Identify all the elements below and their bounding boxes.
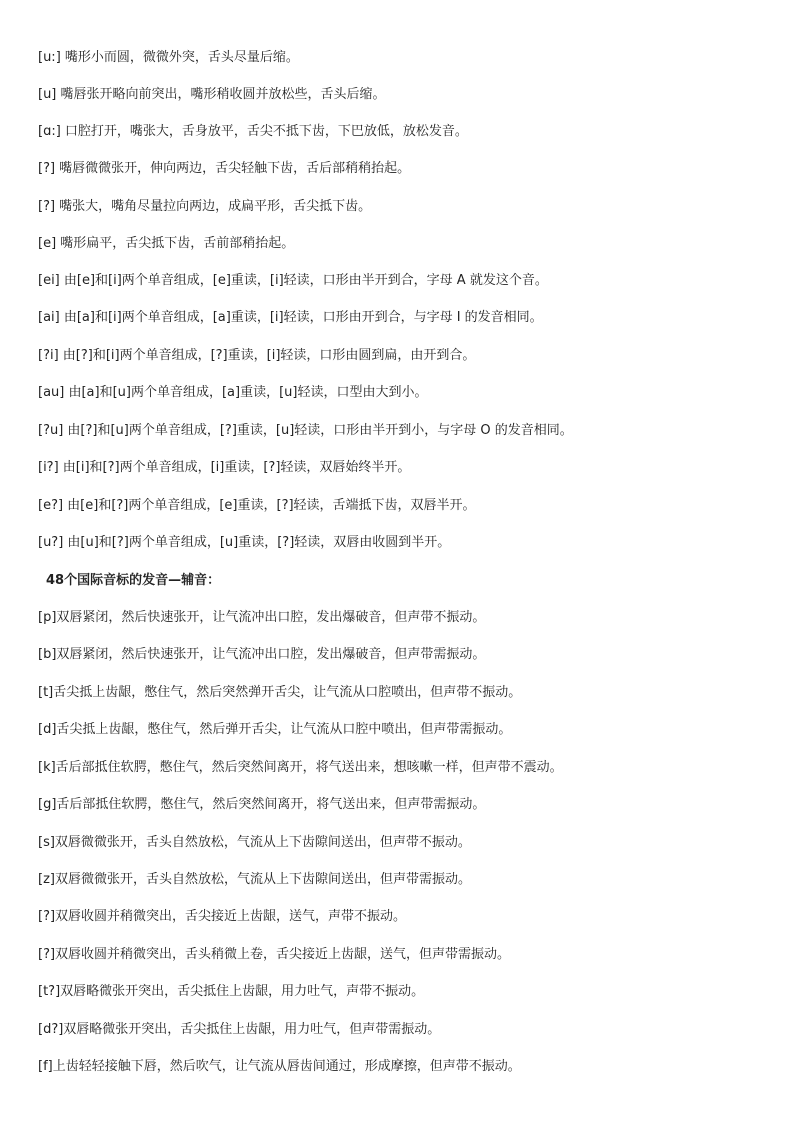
consonant-line: [g]舌后部抵住软腭，憋住气，然后突然间离开，将气送出来，但声带需振动。 xyxy=(38,797,486,812)
section-heading: 48个国际音标的发音—辅音： xyxy=(46,573,221,588)
consonant-line: [k]舌后部抵住软腭，憋住气，然后突然间离开，将气送出来，想咳嗽一样，但声带不震动。 xyxy=(38,760,563,775)
vowel-line: [ei] 由[e]和[i]两个单音组成，[e]重读，[i]轻读，口形由半开到合，字母 A 就发这个音。 xyxy=(38,273,548,288)
vowel-line: [ɑ:] 口腔打开，嘴张大，舌身放平，舌尖不抵下齿，下巴放低，放松发音。 xyxy=(38,124,468,139)
consonant-line: [d?]双唇略微张开突出，舌尖抵住上齿龈，用力吐气，但声带需振动。 xyxy=(38,1022,441,1037)
vowel-line: [?] 嘴张大，嘴角尽量拉向两边，成扁平形，舌尖抵下齿。 xyxy=(38,199,372,214)
consonant-line: [t?]双唇略微张开突出，舌尖抵住上齿龈，用力吐气，声带不振动。 xyxy=(38,984,425,999)
vowel-line: [au] 由[a]和[u]两个单音组成，[a]重读，[u]轻读，口型由大到小。 xyxy=(38,385,428,400)
consonant-line: [z]双唇微微张开，舌头自然放松，气流从上下齿隙间送出，但声带需振动。 xyxy=(38,872,471,887)
vowel-line: [ai] 由[a]和[i]两个单音组成，[a]重读，[i]轻读，口形由开到合，与字母 I 的发音相同。 xyxy=(38,310,543,325)
consonant-line: [f]上齿轻轻接触下唇，然后吹气，让气流从唇齿间通过，形成摩擦，但声带不振动。 xyxy=(38,1059,521,1074)
vowel-line: [u?] 由[u]和[?]两个单音组成，[u]重读，[?]轻读，双唇由收圆到半开。 xyxy=(38,535,451,550)
consonant-line: [t]舌尖抵上齿龈，憋住气，然后突然弹开舌尖，让气流从口腔喷出，但声带不振动。 xyxy=(38,685,522,700)
consonant-line: [?]双唇收圆并稍微突出，舌尖接近上齿龈，送气，声带不振动。 xyxy=(38,909,407,924)
vowel-line: [?] 嘴唇微微张开，伸向两边，舌尖轻触下齿，舌后部稍稍抬起。 xyxy=(38,161,411,176)
consonant-line: [s]双唇微微张开，舌头自然放松，气流从上下齿隙间送出，但声带不振动。 xyxy=(38,835,471,850)
consonant-line: [?]双唇收圆并稍微突出，舌头稍微上卷，舌尖接近上齿龈，送气，但声带需振动。 xyxy=(38,947,511,962)
consonant-line: [p]双唇紧闭，然后快速张开，让气流冲出口腔，发出爆破音，但声带不振动。 xyxy=(38,610,486,625)
vowel-line: [u] 嘴唇张开略向前突出，嘴形稍收圆并放松些，舌头后缩。 xyxy=(38,87,386,102)
vowel-line: [?u] 由[?]和[u]两个单音组成，[?]重读，[u]轻读，口形由半开到小，与字母 O 的发音相同。 xyxy=(38,423,573,438)
vowel-line: [e] 嘴形扁平，舌尖抵下齿，舌前部稍抬起。 xyxy=(38,236,295,251)
vowel-line: [i?] 由[i]和[?]两个单音组成，[i]重读，[?]轻读，双唇始终半开。 xyxy=(38,460,411,475)
vowel-line: [?i] 由[?]和[i]两个单音组成，[?]重读，[i]轻读，口形由圆到扁，由开到合。 xyxy=(38,348,476,363)
vowel-line: [e?] 由[e]和[?]两个单音组成，[e]重读，[?]轻读，舌端抵下齿，双唇半开。 xyxy=(38,498,476,513)
consonant-line: [b]双唇紧闭，然后快速张开，让气流冲出口腔，发出爆破音，但声带需振动。 xyxy=(38,647,486,662)
vowel-line: [u:] 嘴形小而圆，微微外突，舌头尽量后缩。 xyxy=(38,50,299,65)
consonant-line: [d]舌尖抵上齿龈，憋住气，然后弹开舌尖，让气流从口腔中喷出，但声带需振动。 xyxy=(38,722,512,737)
